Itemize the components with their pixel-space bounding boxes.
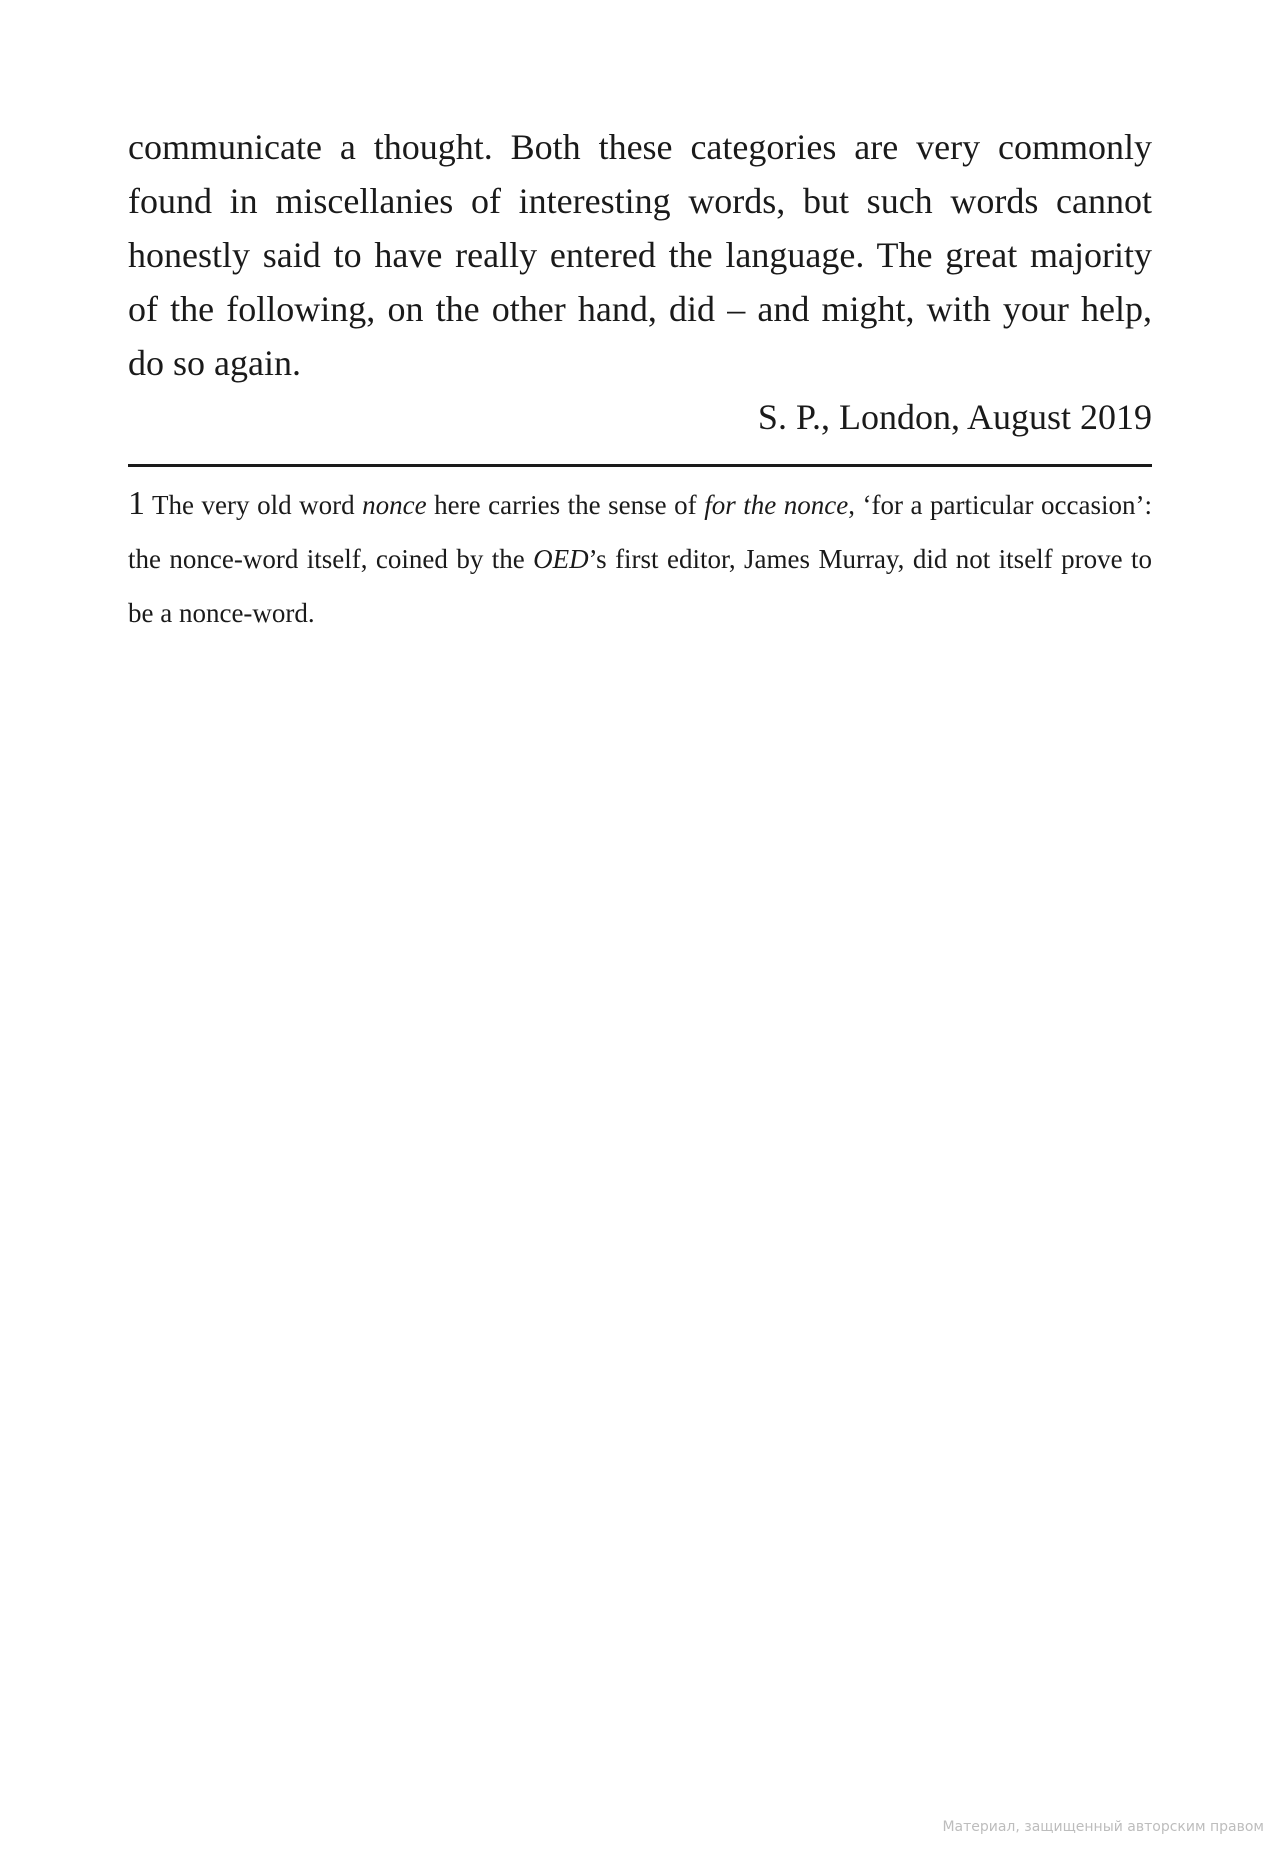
footnote-divider	[128, 464, 1152, 467]
footnote-text-2: here carries the sense of	[426, 490, 705, 520]
copyright-watermark: Материал, защищенный авторским правом	[942, 1819, 1264, 1835]
footnote-emphasis-nonce: nonce	[362, 490, 427, 520]
footnote-text-4: ’s first editor, James Murray, did not itself prove to be a nonce-word.	[128, 544, 1152, 628]
footnote-emphasis-oed: OED	[533, 544, 589, 574]
author-signature: S. P., London, August 2019	[757, 397, 1152, 437]
footnote-text-1: The very old word	[145, 490, 363, 520]
page-content	[128, 120, 1152, 640]
footnote-marker: 1	[128, 485, 145, 522]
footnote-emphasis-for-the-nonce: for the nonce	[704, 490, 849, 520]
body-paragraph: communicate a thought. Both these categories are very commonly found in miscellanies of interesting words, but such words cannot honestly said to have really entered the language. The great majority of the following, on the other hand, did – and might, with your help, do so again.	[128, 127, 1152, 383]
footnote-text-3: , ‘for a particular occasion’: the nonce-word itself, coined by the	[128, 490, 1152, 574]
footnote	[128, 477, 1152, 640]
